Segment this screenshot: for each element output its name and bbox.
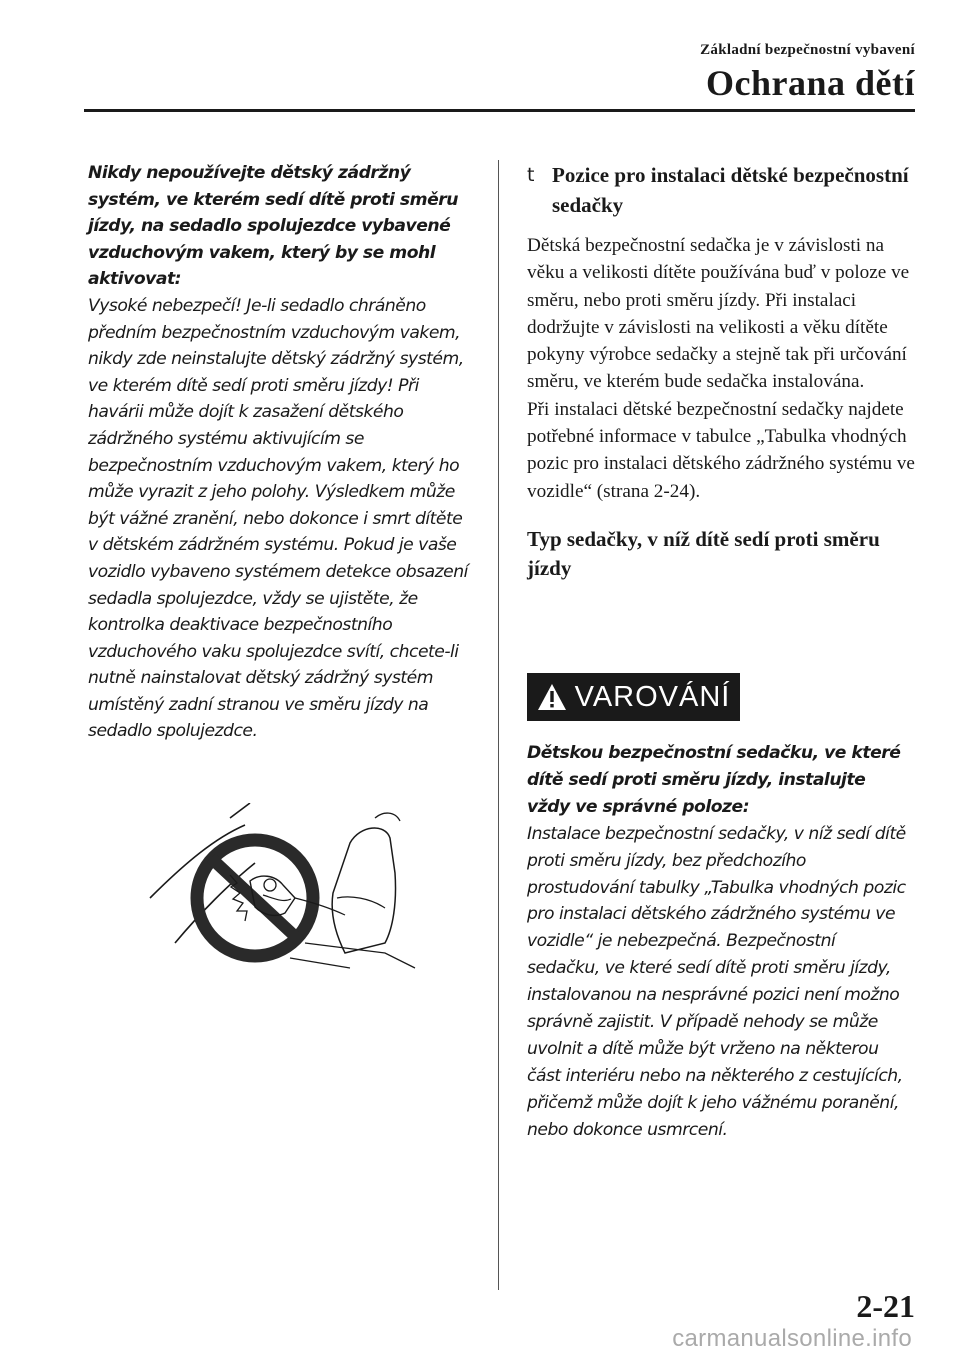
- column-divider: [498, 160, 499, 1290]
- right-warning-text: Instalace bezpečnostní sedačky, v níž sedí dítě proti směru jízdy, bez předchozího prostudování tabulky „Tabulka vhodných pozic pro instalaci dětského zádržného systému ve vozidle“ je nebezpečná. Bezpečnostní sedačku, ve které sedí dítě proti směru jízdy, instalovanou na nesprávné pozici není možno správně zajistit. V případě nehody se může uvolnit a dítě může být vrženo na některou část interiéru nebo na některého z cestujících, přičemž může dojít k jeho vážnému poranění, nebo dokonce usmrcení.: [527, 823, 906, 1140]
- right-warning-bold: Dětskou bezpečnostní sedačku, ve které dítě sedí proti směru jízdy, instalujte vždy ve správné poloze:: [527, 743, 901, 817]
- body-paragraph-2: Při instalaci dětské bezpečnostní sedačky najdete potřebné informace v tabulce „Tabulka vhodných pozic pro instalaci dětského zádržného systému ve vozidle“ (strana 2-24).: [527, 398, 915, 502]
- page-title: Ochrana dětí: [706, 63, 915, 103]
- airbag-child-seat-illustration: [145, 803, 425, 973]
- header-rule: [84, 109, 915, 112]
- left-warning-bold: Nikdy nepoužívejte dětský zádržný systém, ve kterém sedí dítě proti směru jízdy, na sedadlo spolujezdce vybavené vzduchovým vakem, který by se mohl aktivovat:: [88, 163, 458, 290]
- section-heading-text: Pozice pro instalaci dětské bezpečnostní sedačky: [552, 163, 909, 217]
- section-marker: t: [527, 164, 535, 186]
- right-warning: [527, 740, 912, 1144]
- subheading: Typ sedačky, v níž dítě sedí proti směru jízdy: [527, 526, 880, 580]
- warning-label: VAROVÁNÍ: [574, 680, 731, 713]
- section-heading: [527, 160, 917, 220]
- warning-triangle-icon: [537, 683, 567, 711]
- right-column: [527, 160, 917, 583]
- left-warning-text: Vysoké nebezpečí! Je-li sedadlo chráněno předním bezpečnostním vzduchovým vakem, nikdy zde neinstalujte dětský zádržný systém, ve kterém dítě sedí proti směru jízdy! Při havárii může dojít k zasažení dětského zádržného systému aktivujícím se bezpečnostním vzduchovým vakem, který ho může vyrazit z jeho polohy. Výsledkem může být vážné zranění, nebo dokonce i smrt dítěte v dětském zádržném systému. Pokud je vaše vozidlo vybaveno systémem detekce obsazení sedadla spolujezdce, vždy se ujistěte, že kontrolka deaktivace bezpečnostního vzduchového vaku spolujezdce svítí, chcete-li nutně nainstalovat dětský zádržný systém umístěný zadní stranou ve směru jízdy na sedadlo spolujezdce.: [88, 295, 468, 742]
- warning-badge: [527, 673, 740, 721]
- page-number: 2-21: [856, 1288, 915, 1324]
- watermark: carmanualsonline.info: [672, 1325, 912, 1352]
- section-header: Základní bezpečnostní vybavení: [700, 42, 915, 58]
- body-paragraph-1: Dětská bezpečnostní sedačka je v závislosti na věku a velikosti dítěte používána buď v poloze ve směru, nebo proti směru jízdy. Při instalaci dodržujte v závislosti na velikosti a věku dítěte pokyny výrobce sedačky a stejně tak při určování směru, ve kterém bude sedačka instalována.: [527, 235, 910, 393]
- left-column: [88, 160, 473, 745]
